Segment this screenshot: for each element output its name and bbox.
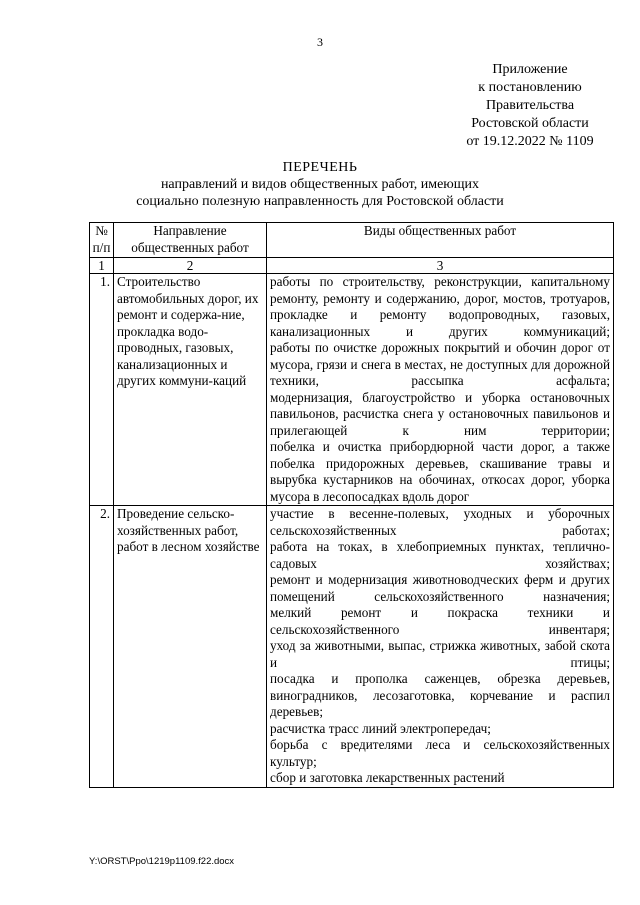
work-item: побелка и очистка прибордюрной части дорог, а также побелка придорожных деревьев, скашивание травы и вырубка кустарников на обочинах, откосах дорог, уборка мусора в лесопосадках вдоль дорог [270, 439, 610, 504]
work-item: работы по очистке дорожных покрытий и обочин дорог от мусора, грязи и снега в местах, не доступных для дорожной техники, рассыпка асфальта; [270, 340, 610, 388]
appendix-date-number: от 19.12.2022 № 1109 [466, 134, 594, 149]
index-cell: 2 [114, 258, 267, 274]
work-item: расчистка трасс линий электропередач; [270, 720, 491, 736]
header-types: Виды общественных работ [267, 223, 614, 258]
work-item: сбор и заготовка лекарственных растений [270, 770, 505, 785]
footer-file-path: Y:\ORST\Ppo\1219p1109.f22.docx [89, 856, 235, 867]
index-cell: 3 [267, 258, 614, 274]
index-cell: 1 [90, 258, 114, 274]
table-row [90, 274, 614, 506]
page-number: 3 [317, 35, 323, 49]
appendix-header [430, 61, 630, 151]
work-item: мелкий ремонт и покраска техники и сельскохозяйственного инвентаря; [270, 605, 610, 637]
work-item: ремонт и модернизация животноводческих ферм и других помещений сельскохозяйственного назначения; [270, 572, 610, 604]
title-line-1: направлений и видов общественных работ, имеющих [160, 177, 480, 192]
work-item: модернизация, благоустройство и уборка остановочных павильонов, расчистка снега у остановочных павильонов и прилегающей к ним территории; [270, 389, 610, 438]
work-item: работа на токах, в хлебоприемных пунктах, теплично-садовых хозяйствах; [270, 539, 610, 571]
work-item: уход за животными, выпас, стрижка животных, забой скота и птицы; [270, 638, 610, 670]
row-direction: Проведение сельско-хозяйственных работ, работ в лесном хозяйстве [114, 506, 267, 788]
row-works [267, 506, 614, 788]
row-number: 1. [90, 274, 114, 506]
title-main: ПЕРЕЧЕНЬ [282, 160, 358, 175]
row-number: 2. [90, 506, 114, 788]
document-title [0, 159, 640, 210]
appendix-line: к постановлению [478, 80, 582, 95]
appendix-line: Правительства [485, 98, 575, 113]
header-num: № п/п [90, 223, 114, 258]
table-header-row [90, 223, 614, 258]
appendix-line: Ростовской области [471, 116, 589, 131]
row-direction: Строительство автомобильных дорог, их ремонт и содержа-ние, прокладка водо-проводных, газовых, канализационных и других коммуни-каций [114, 274, 267, 506]
works-table [89, 222, 614, 788]
work-item: борьба с вредителями леса и сельскохозяйственных культур; [270, 737, 610, 769]
table-row [90, 506, 614, 788]
header-direction: Направление общественных работ [114, 223, 267, 258]
work-item: работы по строительству, реконструкции, капитальному ремонту, ремонту и содержанию, дорог, мостов, тротуаров, прокладке и ремонту водопроводных, газовых, канализационных и других коммуникаций; [270, 274, 610, 339]
appendix-line: Приложение [492, 62, 568, 77]
title-line-2: социально полезную направленность для Ростовской области [136, 194, 504, 209]
table-index-row [90, 258, 614, 274]
work-item: участие в весенне-полевых, уходных и уборочных сельскохозяйственных работах; [270, 506, 610, 538]
work-item: посадка и прополка саженцев, обрезка деревьев, виноградников, лесозаготовка, корчевание и распил деревьев; [270, 671, 610, 719]
row-works [267, 274, 614, 506]
